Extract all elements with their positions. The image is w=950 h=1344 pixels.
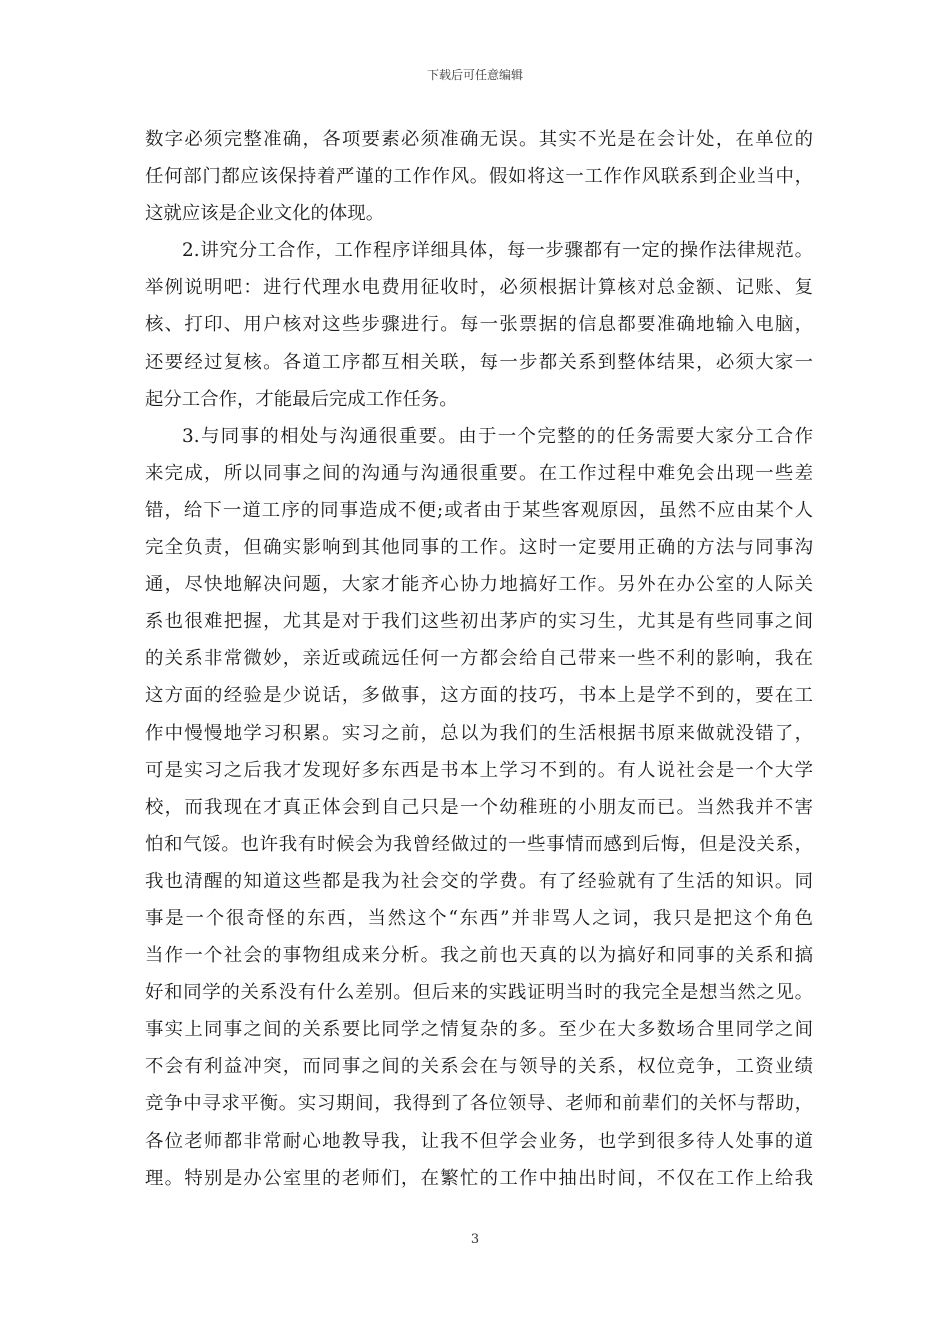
text-line: 校，而我现在才真正体会到自己只是一个幼稚班的小朋友而已。当然我并不害 xyxy=(145,796,813,818)
page-header: 下载后可任意编辑 xyxy=(426,68,523,82)
text-line: 错，给下一道工序的同事造成不便;或者由于某些客观原因，虽然不应由某个人 xyxy=(145,499,813,521)
paragraph-first-line: 3.与同事的相处与沟通很重要。由于一个完整的的任务需要大家分工合作 xyxy=(182,425,813,447)
text-line: 起分工合作，才能最后完成工作任务。 xyxy=(145,388,458,410)
text-line: 竞争中寻求平衡。实习期间，我得到了各位领导、老师和前辈们的关怀与帮助， xyxy=(145,1093,813,1115)
text-line: 还要经过复核。各道工序都互相关联，每一步都关系到整体结果，必须大家一 xyxy=(145,351,813,373)
text-line: 可是实习之后我才发现好多东西是书本上学习不到的。有人说社会是一个大学 xyxy=(145,759,813,781)
text-line: 这方面的经验是少说话，多做事，这方面的技巧，书本上是学不到的，要在工 xyxy=(145,685,813,707)
text-line: 通，尽快地解决问题，大家才能齐心协力地搞好工作。另外在办公室的人际关 xyxy=(145,574,813,596)
text-line: 事实上同事之间的关系要比同学之情复杂的多。至少在大多数场合里同学之间 xyxy=(145,1019,813,1041)
text-line: 完全负责，但确实影响到其他同事的工作。这时一定要用正确的方法与同事沟 xyxy=(145,537,813,559)
text-line: 作中慢慢地学习积累。实习之前，总以为我们的生活根据书原来做就没错了， xyxy=(145,722,813,744)
document-body xyxy=(145,121,813,1197)
text-line: 数字必须完整准确，各项要素必须准确无误。其实不光是在会计处，在单位的 xyxy=(145,129,813,150)
text-line: 举例说明吧：进行代理水电费用征收时，必须根据计算核对总金额、记账、复 xyxy=(145,277,813,299)
page-number: 3 xyxy=(470,1232,480,1247)
text-line: 事是一个很奇怪的东西，当然这个“东西”并非骂人之词，我只是把这个角色 xyxy=(145,907,813,929)
text-line: 理。特别是办公室里的老师们，在繁忙的工作中抽出时间，不仅在工作上给我 xyxy=(145,1167,813,1189)
text-line: 的关系非常微妙，亲近或疏远任何一方都会给自己带来一些不利的影响，我在 xyxy=(145,648,813,670)
text-line: 各位老师都非常耐心地教导我，让我不但学会业务，也学到很多待人处事的道 xyxy=(145,1130,813,1152)
text-line: 任何部门都应该保持着严谨的工作作风。假如将这一工作作风联系到企业当中， xyxy=(145,166,813,188)
text-line: 好和同学的关系没有什么差别。但后来的实践证明当时的我完全是想当然之见。 xyxy=(145,982,813,1004)
text-line: 核、打印、用户核对这些步骤进行。每一张票据的信息都要准确地输入电脑， xyxy=(145,314,813,336)
text-line: 系也很难把握，尤其是对于我们这些初出茅庐的实习生，尤其是有些同事之间 xyxy=(145,611,813,633)
text-line: 怕和气馁。也许我有时候会为我曾经做过的一些事情而感到后悔，但是没关系， xyxy=(145,833,813,855)
text-line: 我也清醒的知道这些都是我为社会交的学费。有了经验就有了生活的知识。同 xyxy=(145,870,813,892)
paragraph-first-line: 2.讲究分工合作，工作程序详细具体，每一步骤都有一定的操作法律规范。 xyxy=(182,240,813,262)
text-line: 这就应该是企业文化的体现。 xyxy=(145,203,385,225)
text-line: 不会有利益冲突，而同事之间的关系会在与领导的关系，权位竞争，工资业绩 xyxy=(145,1056,813,1078)
text-line: 当作一个社会的事物组成来分析。我之前也天真的以为搞好和同事的关系和搞 xyxy=(145,945,813,967)
text-line: 来完成，所以同事之间的沟通与沟通很重要。在工作过程中难免会出现一些差 xyxy=(145,462,813,484)
